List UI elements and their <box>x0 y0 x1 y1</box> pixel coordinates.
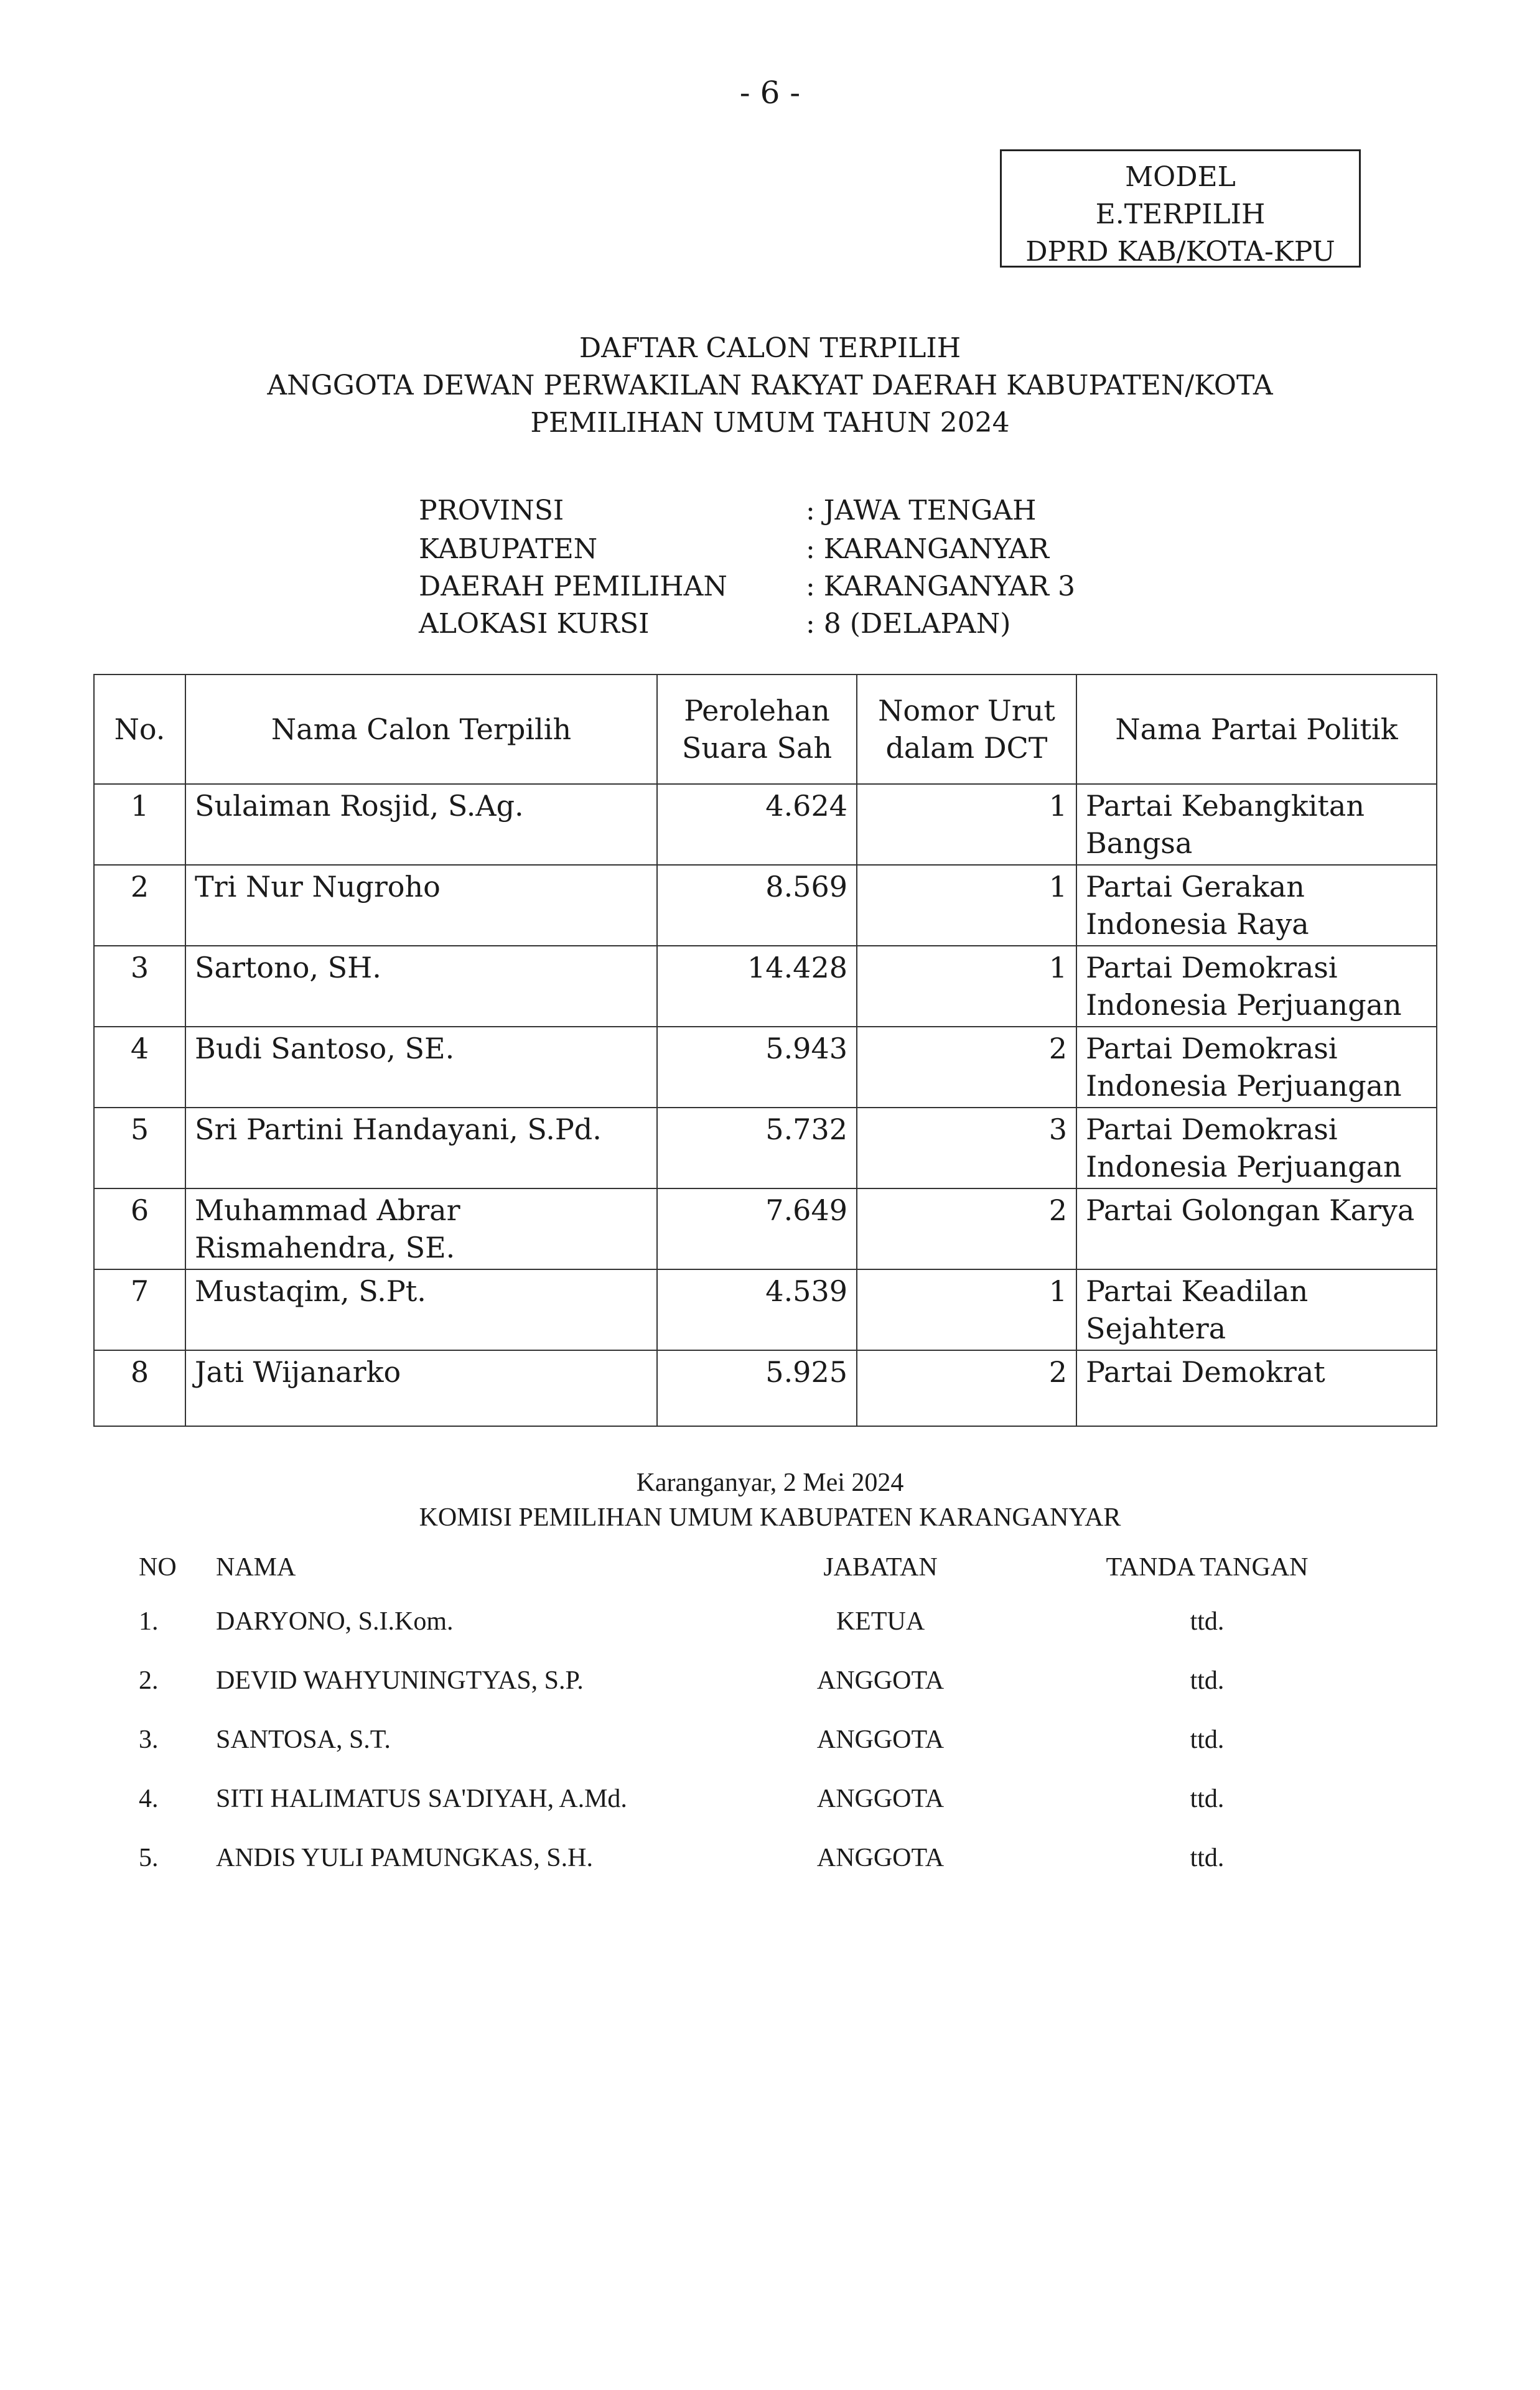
cell-party: Partai Demokrasi Indonesia Perjuangan <box>1076 1108 1437 1188</box>
cell-no: 8 <box>94 1350 185 1426</box>
table-header-row <box>94 675 1437 784</box>
member-no: 2. <box>139 1666 159 1695</box>
header-name: Nama Calon Terpilih <box>185 675 657 784</box>
table-row <box>94 865 1437 946</box>
cell-dct: 1 <box>857 1269 1076 1350</box>
cell-name: Muhammad Abrar Rismahendra, SE. <box>185 1188 657 1269</box>
header-votes: Perolehan Suara Sah <box>657 675 857 784</box>
header-dct: Nomor Urut dalam DCT <box>857 675 1076 784</box>
cell-dct: 1 <box>857 784 1076 865</box>
member-name: DEVID WAHYUNINGTYAS, S.P. <box>216 1666 584 1695</box>
signature-block <box>0 1465 1540 1535</box>
member-no: 3. <box>139 1725 159 1754</box>
cell-party: Partai Gerakan Indonesia Raya <box>1076 865 1437 946</box>
model-box-line: E.TERPILIH <box>1095 198 1266 230</box>
page-number: - 6 - <box>739 75 801 111</box>
cell-party: Partai Demokrasi Indonesia Perjuangan <box>1076 1027 1437 1108</box>
cell-name: Sri Partini Handayani, S.Pd. <box>185 1108 657 1188</box>
model-box <box>1000 149 1361 268</box>
meta-label: PROVINSI <box>419 495 564 526</box>
cell-no: 7 <box>94 1269 185 1350</box>
cell-dct: 1 <box>857 865 1076 946</box>
elected-candidates-table <box>93 674 1437 1427</box>
commission-header-name: NAMA <box>216 1553 296 1582</box>
cell-party: Partai Kebangkitan Bangsa <box>1076 784 1437 865</box>
meta-value: : KARANGANYAR <box>806 533 1050 565</box>
cell-name: Sartono, SH. <box>185 946 657 1027</box>
member-signature: ttd. <box>1190 1666 1225 1695</box>
model-box-line: MODEL <box>1125 161 1236 193</box>
cell-name: Sulaiman Rosjid, S.Ag. <box>185 784 657 865</box>
cell-votes: 7.649 <box>657 1188 857 1269</box>
title-line: DAFTAR CALON TERPILIH <box>579 332 961 364</box>
cell-no: 5 <box>94 1108 185 1188</box>
member-position: ANGGOTA <box>816 1666 945 1695</box>
member-position: KETUA <box>836 1607 925 1636</box>
commission-header-no: NO <box>139 1553 177 1582</box>
cell-votes: 5.732 <box>657 1108 857 1188</box>
member-name: SITI HALIMATUS SA'DIYAH, A.Md. <box>216 1785 627 1813</box>
cell-no: 3 <box>94 946 185 1027</box>
meta-label: KABUPATEN <box>419 533 598 565</box>
member-no: 5. <box>139 1844 159 1872</box>
member-name: SANTOSA, S.T. <box>216 1725 391 1754</box>
cell-votes: 8.569 <box>657 865 857 946</box>
member-name: DARYONO, S.I.Kom. <box>216 1607 454 1636</box>
header-no: No. <box>94 675 185 784</box>
table-row <box>94 784 1437 865</box>
meta-value: : 8 (DELAPAN) <box>806 608 1011 640</box>
cell-votes: 14.428 <box>657 946 857 1027</box>
commission-header-signature: TANDA TANGAN <box>1106 1553 1309 1582</box>
cell-votes: 4.539 <box>657 1269 857 1350</box>
member-signature: ttd. <box>1190 1785 1225 1813</box>
member-no: 4. <box>139 1785 159 1813</box>
cell-no: 4 <box>94 1027 185 1108</box>
meta-label: DAERAH PEMILIHAN <box>419 571 727 602</box>
model-box-line: DPRD KAB/KOTA-KPU <box>1025 236 1335 268</box>
cell-dct: 2 <box>857 1188 1076 1269</box>
table-row <box>94 1188 1437 1269</box>
member-signature: ttd. <box>1190 1725 1225 1754</box>
cell-name: Mustaqim, S.Pt. <box>185 1269 657 1350</box>
title-line: PEMILIHAN UMUM TAHUN 2024 <box>530 407 1010 439</box>
header-party: Nama Partai Politik <box>1076 675 1437 784</box>
cell-party: Partai Golongan Karya <box>1076 1188 1437 1269</box>
cell-name: Jati Wijanarko <box>185 1350 657 1426</box>
meta-value: : KARANGANYAR 3 <box>806 571 1076 602</box>
cell-dct: 2 <box>857 1027 1076 1108</box>
member-no: 1. <box>139 1607 159 1636</box>
title-line: ANGGOTA DEWAN PERWAKILAN RAKYAT DAERAH KABUPATEN/KOTA <box>267 370 1273 401</box>
cell-party: Partai Demokrasi Indonesia Perjuangan <box>1076 946 1437 1027</box>
cell-no: 6 <box>94 1188 185 1269</box>
table-row <box>94 1108 1437 1188</box>
place-date: Karanganyar, 2 Mei 2024 <box>636 1468 904 1497</box>
member-signature: ttd. <box>1190 1607 1225 1636</box>
member-signature: ttd. <box>1190 1844 1225 1872</box>
cell-votes: 5.925 <box>657 1350 857 1426</box>
table-row <box>94 1350 1437 1426</box>
institution: KOMISI PEMILIHAN UMUM KABUPATEN KARANGANYAR <box>419 1503 1121 1532</box>
cell-votes: 4.624 <box>657 784 857 865</box>
member-position: ANGGOTA <box>816 1844 945 1872</box>
commission-header-position: JABATAN <box>823 1553 938 1582</box>
cell-dct: 1 <box>857 946 1076 1027</box>
cell-votes: 5.943 <box>657 1027 857 1108</box>
table-row <box>94 946 1437 1027</box>
table-row <box>94 1269 1437 1350</box>
meta-value: : JAWA TENGAH <box>806 495 1037 526</box>
meta-label: ALOKASI KURSI <box>419 608 650 640</box>
cell-dct: 2 <box>857 1350 1076 1426</box>
cell-no: 2 <box>94 865 185 946</box>
member-name: ANDIS YULI PAMUNGKAS, S.H. <box>216 1844 593 1872</box>
cell-name: Tri Nur Nugroho <box>185 865 657 946</box>
cell-party: Partai Demokrat <box>1076 1350 1437 1426</box>
document-title <box>0 330 1540 442</box>
cell-name: Budi Santoso, SE. <box>185 1027 657 1108</box>
cell-party: Partai Keadilan Sejahtera <box>1076 1269 1437 1350</box>
cell-no: 1 <box>94 784 185 865</box>
cell-dct: 3 <box>857 1108 1076 1188</box>
member-position: ANGGOTA <box>816 1785 945 1813</box>
member-position: ANGGOTA <box>816 1725 945 1754</box>
table-row <box>94 1027 1437 1108</box>
